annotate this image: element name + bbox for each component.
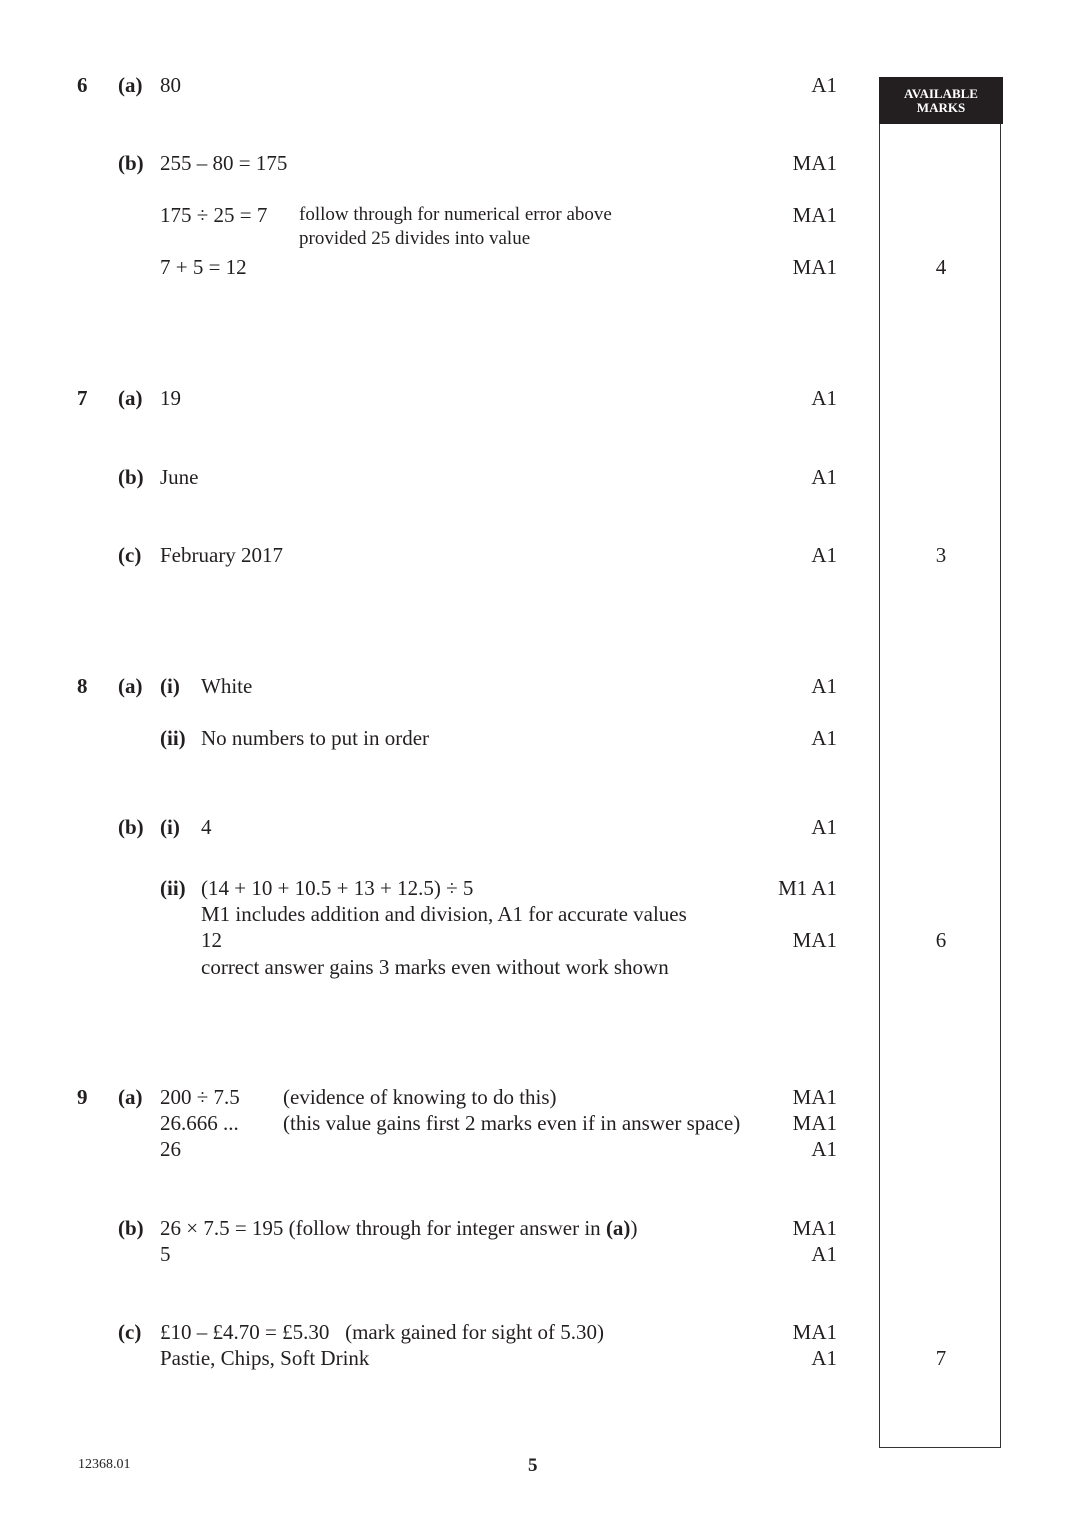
q9-part-a-line2: 26.666 ...: [160, 1111, 239, 1135]
q8-part-a-i-mark: A1: [811, 674, 837, 698]
q7-available-marks: 3: [935, 543, 947, 567]
page-number: 5: [528, 1455, 538, 1476]
q7-part-a-label: (a): [118, 386, 143, 410]
question-9-number: 9: [77, 1085, 88, 1109]
q9-part-a-mark2: MA1: [792, 1111, 837, 1135]
q8-part-b-ii-label: (ii): [160, 876, 186, 900]
document-code: 12368.01: [78, 1457, 131, 1472]
q6-part-b-mark3: MA1: [792, 255, 837, 279]
q6-part-a-answer: 80: [160, 73, 181, 97]
q8-part-b-i-answer: 4: [201, 815, 212, 839]
q9-part-c-mark1: MA1: [792, 1320, 837, 1344]
q7-part-c-mark: A1: [811, 543, 837, 567]
q9-part-b-label: (b): [118, 1216, 144, 1240]
question-7-number: 7: [77, 386, 88, 410]
q8-part-b-ii-line3: 12: [201, 928, 222, 952]
available-marks-header-line1: AVAILABLE: [904, 85, 978, 101]
q9-part-c-line1: £10 – £4.70 = £5.30 (mark gained for sight of 5.30): [160, 1320, 605, 1344]
q9-part-a-note2: (this value gains first 2 marks even if in answer space): [283, 1111, 741, 1135]
q7-part-a-answer: 19: [160, 386, 181, 410]
q8-part-b-ii-mark1: M1 A1: [778, 876, 837, 900]
available-marks-column: [879, 77, 1001, 1448]
q7-part-c-label: (c): [118, 543, 142, 567]
q6-part-b-note-line1: follow through for numerical error above: [299, 204, 612, 225]
available-marks-header: [879, 77, 1003, 124]
q7-part-b-mark: A1: [811, 465, 837, 489]
q9-part-a-note1: (evidence of knowing to do this): [283, 1085, 557, 1109]
q7-part-b-answer: June: [160, 465, 199, 489]
q9-part-a-line1: 200 ÷ 7.5: [160, 1085, 240, 1109]
q8-part-b-ii-mark3: MA1: [792, 928, 837, 952]
q9-part-b-line2: 5: [160, 1242, 171, 1266]
q8-part-b-i-label: (i): [160, 815, 180, 839]
q6-part-b-mark1: MA1: [792, 151, 837, 175]
q8-part-b-i-mark: A1: [811, 815, 837, 839]
q8-available-marks: 6: [935, 928, 947, 952]
q6-part-b-label: (b): [118, 151, 144, 175]
q6-available-marks: 4: [935, 255, 947, 279]
q9-part-a-line3: 26: [160, 1137, 181, 1161]
q8-part-a-ii-answer: No numbers to put in order: [201, 726, 430, 750]
q7-part-b-label: (b): [118, 465, 144, 489]
q9-part-b-mark1: MA1: [792, 1216, 837, 1240]
q9-part-c-mark2: A1: [811, 1346, 837, 1370]
q8-part-b-ii-line4: correct answer gains 3 marks even without work shown: [201, 955, 669, 979]
q8-part-a-ii-label: (ii): [160, 726, 186, 750]
q7-part-a-mark: A1: [811, 386, 837, 410]
q9-part-c-line2: Pastie, Chips, Soft Drink: [160, 1346, 370, 1370]
question-6-number: 6: [77, 73, 88, 97]
question-8-number: 8: [77, 674, 88, 698]
q6-part-a-mark: A1: [811, 73, 837, 97]
q6-part-b-note-line2: provided 25 divides into value: [299, 228, 531, 249]
q9-part-a-label: (a): [118, 1085, 143, 1109]
q8-part-b-ii-line1: (14 + 10 + 10.5 + 13 + 12.5) ÷ 5: [201, 876, 474, 900]
q9-part-b-line1-close: ): [630, 1216, 638, 1240]
q6-part-b-line2: 175 ÷ 25 = 7: [160, 203, 268, 227]
q9-part-b-line1-ref: (a): [605, 1216, 631, 1240]
q7-part-c-answer: February 2017: [160, 543, 284, 567]
q8-part-a-i-answer: White: [201, 674, 253, 698]
q6-part-a-label: (a): [118, 73, 143, 97]
q8-part-b-label: (b): [118, 815, 144, 839]
q9-part-a-mark3: A1: [811, 1137, 837, 1161]
q8-part-a-ii-mark: A1: [811, 726, 837, 750]
q6-part-b-line1: 255 – 80 = 175: [160, 151, 288, 175]
q9-part-c-label: (c): [118, 1320, 142, 1344]
q9-available-marks: 7: [935, 1346, 947, 1370]
q9-part-a-mark1: MA1: [792, 1085, 837, 1109]
q8-part-b-ii-line2: M1 includes addition and division, A1 for accurate values: [201, 902, 687, 926]
available-marks-header-line2: MARKS: [916, 99, 966, 115]
q9-part-b-line1-text: 26 × 7.5 = 195 (follow through for integer answer in: [160, 1216, 606, 1240]
q6-part-b-mark2: MA1: [792, 203, 837, 227]
q9-part-b-line1: [160, 1215, 637, 1241]
q8-part-a-i-label: (i): [160, 674, 180, 698]
q6-part-b-line3: 7 + 5 = 12: [160, 255, 247, 279]
q8-part-a-label: (a): [118, 674, 143, 698]
q9-part-b-mark2: A1: [811, 1242, 837, 1266]
